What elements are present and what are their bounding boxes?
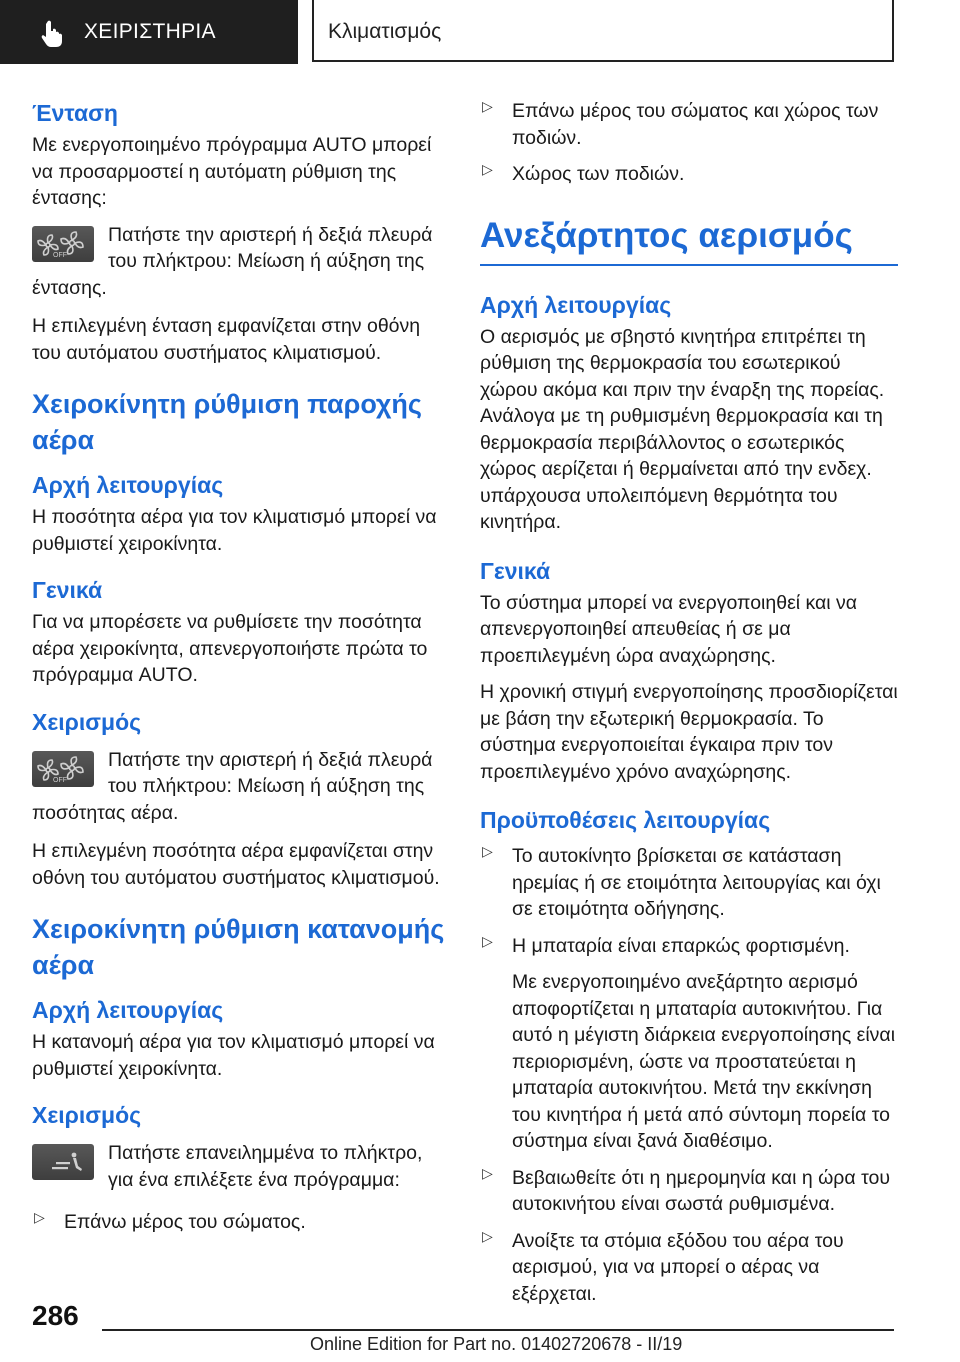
hand-pointer-icon bbox=[38, 18, 68, 48]
airflow-icon-text: Πατήστε την αριστερή ή δεξιά πλευρά του πλήκτρου: Μείωση ή αύξηση της ποσότητας αέρα. bbox=[32, 748, 433, 824]
list-item-text: Βεβαιωθείτε ότι η ημερομηνία και η ώρα του αυτοκινήτου είναι σωστά ρυθμισμένα. bbox=[512, 1166, 891, 1215]
heading-rule bbox=[480, 264, 898, 266]
list-item bbox=[480, 843, 898, 923]
air-distribution-button-icon bbox=[32, 1144, 94, 1180]
page-number: 286 bbox=[32, 1300, 79, 1331]
list-item-text: Χώρος των ποδιών. bbox=[512, 163, 685, 185]
fan-button-icon bbox=[32, 226, 94, 262]
list-item bbox=[480, 98, 898, 151]
triangle-bullet-icon: ▷ bbox=[482, 161, 493, 177]
triangle-bullet-icon: ▷ bbox=[34, 1209, 45, 1225]
distribution-principle-heading: Αρχή λειτουργίας bbox=[32, 997, 224, 1023]
intensity-heading: Ένταση bbox=[32, 100, 118, 126]
triangle-bullet-icon: ▷ bbox=[482, 1164, 493, 1181]
list-item bbox=[32, 1209, 450, 1236]
distribution-operation-heading: Χειρισμός bbox=[32, 1102, 142, 1128]
triangle-bullet-icon: ▷ bbox=[482, 932, 493, 949]
list-item bbox=[480, 161, 898, 188]
list-item-note: Με ενεργοποιημένο ανεξάρτητο αερισμό αποφορτίζεται η μπαταρία αυτοκινήτου. Για αυτό η μέγιστη διάρκεια ενεργοποίησης είναι περιορισμένη, ώστε να προστατεύεται η μπαταρία αυτοκινήτου. Μετά την εκκίνηση του κινητήρα ή μετά από σύντομη πορεία το σύστημα είναι ξανά διαθέσιμο. bbox=[512, 971, 896, 1152]
airflow-general-text: Για να μπορέσετε να ρυθμίσετε την ποσότητα αέρα χειροκίνητα, απενεργοποιήστε πρώτα το πρόγραμμα AUTO. bbox=[32, 611, 428, 686]
distribution-principle-text: Η κατανομή αέρα για τον κλιματισμό μπορεί να ρυθμιστεί χειροκίνητα. bbox=[32, 1031, 435, 1080]
distribution-heading: Χειροκίνητη ρύθμιση κατανομής αέρα bbox=[32, 914, 445, 980]
edition-text: Online Edition for Part no. 01402720678 - II/19 bbox=[310, 1334, 683, 1354]
list-item-text: Η μπαταρία είναι επαρκώς φορτισμένη. bbox=[512, 934, 850, 957]
airflow-operation-heading: Χειρισμός bbox=[32, 708, 142, 735]
intensity-display-paragraph: Η επιλεγμένη ένταση εμφανίζεται στην οθόνη του αυτόματου συστήματος κλιματισμού. bbox=[32, 315, 421, 364]
aux-general-heading: Γενικά bbox=[480, 557, 551, 584]
list-item-text: Επάνω μέρος του σώματος. bbox=[64, 1211, 306, 1233]
footer-divider bbox=[102, 1329, 894, 1331]
fan-button-icon bbox=[32, 751, 94, 787]
airflow-icon-paragraph bbox=[32, 747, 450, 827]
list-item-text: Ανοίξτε τα στόμια εξόδου του αέρα του αερισμού, για να μπορεί ο αέρας να εξέρχεται. bbox=[512, 1229, 844, 1305]
triangle-bullet-icon: ▷ bbox=[482, 843, 493, 859]
intensity-icon-paragraph bbox=[32, 222, 450, 302]
section-header bbox=[312, 0, 894, 62]
airflow-principle-heading: Αρχή λειτουργίας bbox=[32, 472, 224, 498]
airflow-display-paragraph: Η επιλεγμένη ποσότητα αέρα εμφανίζεται στην οθόνη του αυτόματου συστήματος κλιματισμού. bbox=[32, 840, 440, 889]
aux-requirements-heading: Προϋποθέσεις λειτουργίας bbox=[480, 807, 771, 833]
list-item-text: Επάνω μέρος του σώματος και χώρος των ποδιών. bbox=[512, 100, 879, 149]
triangle-bullet-icon: ▷ bbox=[482, 98, 493, 114]
svg-text:OFF: OFF bbox=[53, 776, 67, 784]
airflow-general-heading: Γενικά bbox=[32, 577, 103, 603]
list-item bbox=[480, 1228, 898, 1308]
triangle-bullet-icon: ▷ bbox=[482, 1227, 493, 1244]
aux-general-p2: Η χρονική στιγμή ενεργοποίησης προσδιορίζεται με βάση την εξωτερική θερμοκρασία. Το σύστημα ενεργοποιείται έγκαιρα πριν τον προεπιλεγμένο χρόνο αναχώρησης. bbox=[480, 681, 898, 783]
aux-principle-heading: Αρχή λειτουργίας bbox=[480, 291, 672, 318]
left-column bbox=[32, 98, 450, 1236]
aux-principle-text: Ο αερισμός με σβηστό κινητήρα επιτρέπει τη ρύθμιση της θερμοκρασία του εσωτερικού χώρου ακόμα και πριν την έναρξη της πορείας. Ανάλογα με τη ρυθμισμένη θερμοκρασία και τη θερμοκρασία περιβάλλοντος ο εσωτερικός χώρος αερίζεται ή θερμαίνεται από την ενδεχ. υπάρχουσα υπολειπόμενη θερμότητα του κινητήρα. bbox=[480, 325, 885, 533]
airflow-heading: Χειροκίνητη ρύθμιση παροχής αέρα bbox=[32, 389, 422, 455]
distribution-icon-paragraph bbox=[32, 1140, 450, 1193]
header-tab[interactable] bbox=[0, 0, 298, 64]
svg-text:OFF: OFF bbox=[53, 251, 67, 259]
list-item bbox=[480, 1165, 898, 1218]
header-tab-label: ΧΕΙΡΙΣΤΗΡΙΑ bbox=[84, 20, 216, 43]
section-title: Κλιματισμός bbox=[328, 20, 442, 43]
intensity-paragraph: Με ενεργοποιημένο πρόγραμμα AUTO μπορεί να προσαρμοστεί η αυτόματη ρύθμιση της έντασης: bbox=[32, 134, 432, 209]
intensity-icon-text: Πατήστε την αριστερή ή δεξιά πλευρά του πλήκτρου: Μείωση ή αύξηση της έντασης. bbox=[32, 223, 433, 299]
list-item bbox=[480, 933, 898, 1155]
airflow-principle-text: Η ποσότητα αέρα για τον κλιματισμό μπορεί να ρυθμιστεί χειροκίνητα. bbox=[32, 506, 437, 555]
distribution-icon-text: Πατήστε επανειλημμένα το πλήκτρο, για ένα επιλέξετε ένα πρόγραμμα: bbox=[108, 1142, 423, 1191]
right-column bbox=[480, 98, 898, 1307]
aux-ventilation-heading: Ανεξάρτητος αερισμός bbox=[480, 215, 853, 255]
list-item-text: Το αυτοκίνητο βρίσκεται σε κατάσταση ηρεμίας ή σε ετοιμότητα λειτουργίας και όχι σε ετοιμότητα οδήγησης. bbox=[512, 845, 881, 920]
aux-general-p1: Το σύστημα μπορεί να ενεργοποιηθεί και να απενεργοποιηθεί απευθείας ή σε μα προεπιλεγμένη ώρα αναχώρησης. bbox=[480, 591, 858, 667]
